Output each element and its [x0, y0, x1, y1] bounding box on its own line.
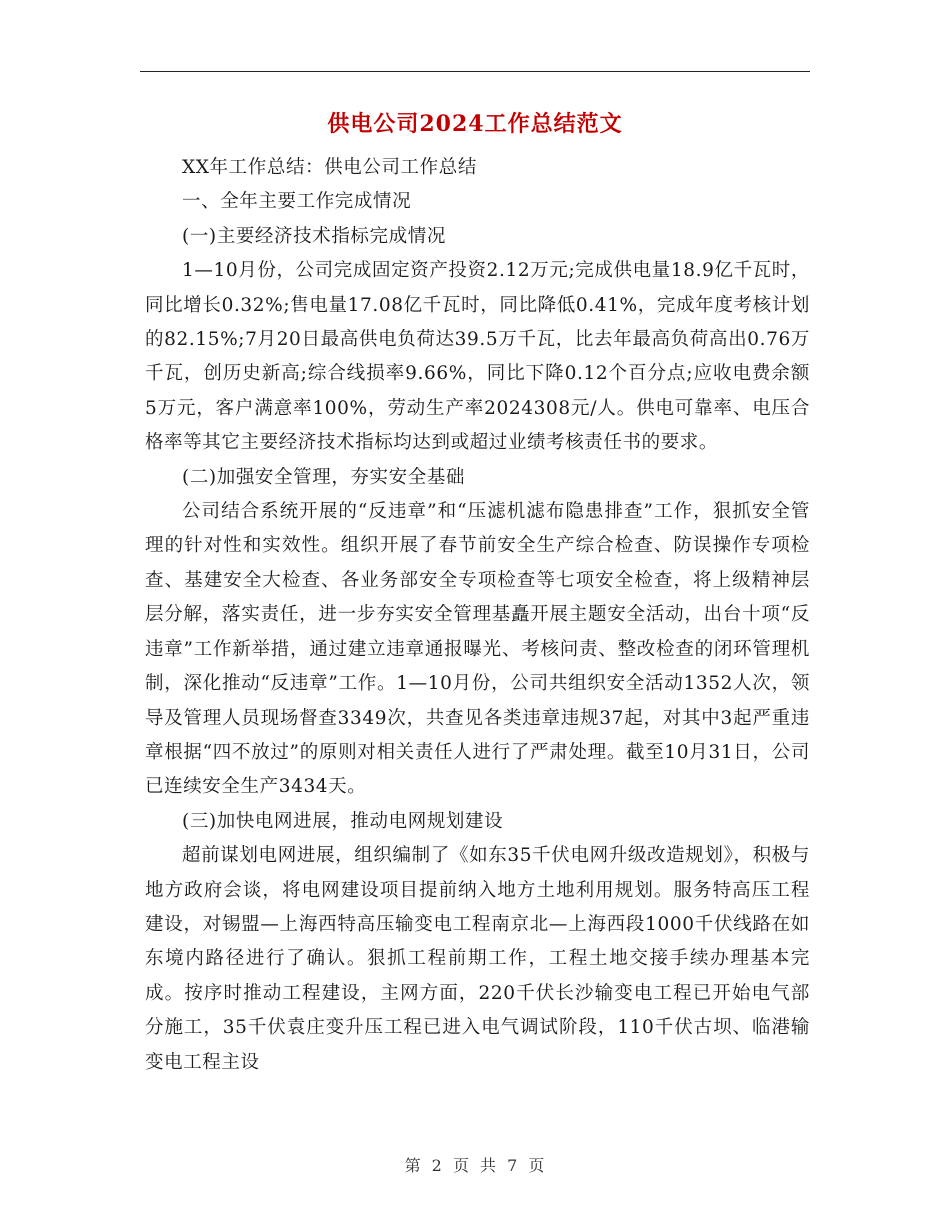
paragraph-subheading-indicators: (一)主要经济技术指标完成情况	[182, 225, 446, 247]
paragraph-summary-heading: XX年工作总结：供电公司工作总结	[182, 157, 477, 178]
document-body	[145, 151, 810, 1080]
paragraph-grid-body: 超前谋划电网进展，组织编制了《如东35千伏电网升级改造规划》，积极与地方政府会谈，将电网建设项目提前纳入地方土地利用规划。服务特高压工程建设，对锡盟—上海西特高压输变电工程南京北—上海西段1000千伏线路在如东境内路径进行了确认。狠抓工程前期工作，工程土地交接手续办理基本完成。按序时推动工程建设，主网方面，220千伏长沙输变电工程已开始电气部分施工，35千伏袁庄变升压工程已进入电气调试阶段，110千伏古坝、临港输变电工程主设	[145, 845, 810, 1073]
paragraph-safety-body: 公司结合系统开展的“反违章”和“压滤机滤布隐患排查”工作，狠抓安全管理的针对性和实效性。组织开展了春节前安全生产综合检查、防误操作专项检查、基建安全大检查、各业务部安全专项检查等七项安全检查，将上级精神层层分解，落实责任，进一步夯实安全管理基矗开展主题安全活动，出台十项“反违章”工作新举措，通过建立违章通报曝光、考核问责、整改检查的闭环管理机制，深化推动“反违章”工作。1—10月份，公司共组织安全活动1352人次，领导及管理人员现场督查3349次，共查见各类违章违规37起，对其中3起严重违章根据“四不放过”的原则对相关责任人进行了严肃处理。截至10月31日，公司已连续安全生产3434天。	[145, 501, 810, 798]
paragraph-section-heading: 一、全年主要工作完成情况	[182, 191, 412, 213]
paragraph-indicators-body: 1—10月份，公司完成固定资产投资2.12万元;完成供电量18.9亿千瓦时，同比增长0.32%;售电量17.08亿千瓦时，同比降低0.41%，完成年度考核计划的82.15%;7月20日最高供电负荷达39.5万千瓦，比去年最高负荷高出0.76万千瓦，创历史新高;综合线损率9.66%，同比下降0.12个百分点;应收电费余额5万元，客户满意率100%，劳动生产率2024308元/人。供电可靠率、电压合格率等其它主要经济技术指标均达到或超过业绩考核责任书的要求。	[145, 260, 810, 454]
header-rule	[140, 71, 810, 72]
page-number-footer: 第 2 页 共 7 页	[404, 1156, 546, 1175]
document-title: 供电公司2024工作总结范文	[327, 111, 623, 137]
paragraph-subheading-grid: (三)加快电网进展，推动电网规划建设	[182, 810, 504, 832]
paragraph-subheading-safety: (二)加强安全管理，夯实安全基础	[182, 466, 466, 488]
